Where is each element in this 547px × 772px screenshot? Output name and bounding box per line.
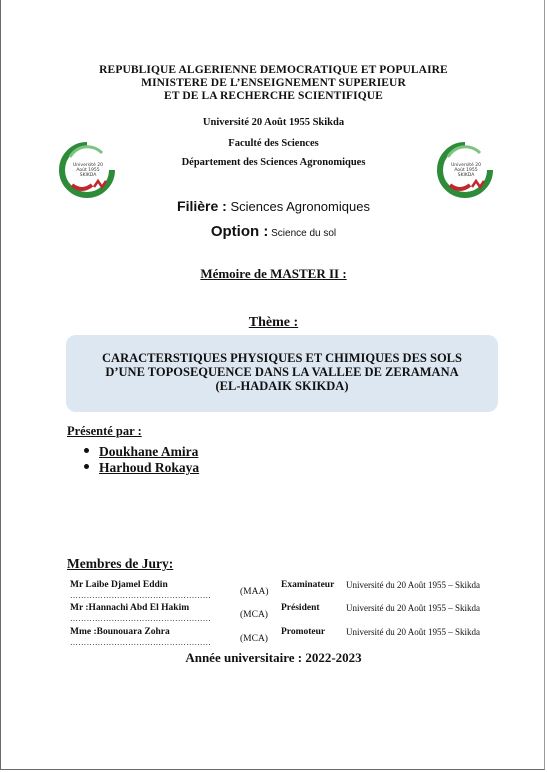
jury-member-name: Mr Laibe Djamel Eddin (70, 580, 168, 590)
filiere-label: Filière : (177, 198, 227, 214)
jury-member-role: Président (281, 603, 320, 613)
jury-dots: …………………………………………… (70, 614, 212, 623)
presented-by-heading: Présenté par : (67, 424, 142, 438)
filiere-line (0, 198, 547, 214)
jury-member-univ: Université du 20 Août 1955 – Skikda (346, 627, 480, 637)
university-name: Université 20 Août 1955 Skikda (202, 117, 345, 128)
jury-dots: …………………………………………… (70, 638, 212, 647)
logo-text-2: SKIKDA (457, 173, 475, 178)
faculty-name: Faculté des Sciences (228, 138, 319, 149)
gov-line-1: REPUBLIQUE ALGERIENNE DEMOCRATIQUE ET POPULAIRE (99, 64, 448, 76)
university-logo-left (58, 141, 116, 199)
option-line (0, 223, 547, 240)
jury-member-grade: (MAA) (240, 587, 269, 597)
theme-line-2: D’UNE TOPOSEQUENCE DANS LA VALLEE DE ZERAMANA (105, 365, 459, 379)
author-name: Doukhane Amira (99, 444, 199, 459)
theme-line-1: CARACTERSTIQUES PHYSIQUES ET CHIMIQUES DES SOLS (102, 351, 462, 365)
author-item (84, 460, 199, 476)
gov-line-3: ET DE LA RECHERCHE SCIENTIFIQUE (164, 90, 383, 102)
academic-year: Année universitaire : 2022-2023 (185, 650, 362, 665)
jury-member-row (0, 603, 547, 627)
jury-member-univ: Université du 20 Août 1955 – Skikda (346, 603, 480, 613)
filiere-value: Sciences Agronomiques (230, 199, 370, 214)
department-name: Département des Sciences Agronomiques (181, 157, 366, 168)
jury-member-name: Mme :Bounouara Zohra (70, 627, 170, 637)
option-value: Science du sol (271, 228, 337, 239)
jury-heading: Membres de Jury: (67, 556, 174, 571)
jury-member-grade: (MCA) (240, 634, 268, 644)
theme-line-3: (EL-HADAIK SKIKDA) (215, 379, 349, 393)
gov-line-2: MINISTERE DE L’ENSEIGNEMENT SUPERIEUR (141, 77, 406, 89)
theme-text (66, 351, 498, 393)
authors-list (84, 444, 199, 476)
bullet-icon (84, 464, 89, 469)
jury-member-grade: (MCA) (240, 610, 268, 620)
jury-member-role: Examinateur (281, 580, 335, 590)
jury-member-name: Mr :Hannachi Abd El Hakim (70, 603, 190, 613)
jury-member-univ: Université du 20 Août 1955 – Skikda (346, 580, 480, 590)
theme-heading: Thème : (248, 315, 299, 330)
logo-text-1: Université 20 Août 1955 (73, 163, 103, 173)
option-label: Option : (210, 223, 269, 240)
bullet-icon (84, 448, 89, 453)
university-logo-right (436, 141, 494, 199)
jury-member-role: Promoteur (281, 627, 326, 637)
memoire-title: Mémoire de MASTER II : (200, 266, 347, 281)
government-header (0, 64, 547, 103)
logo-text-1: Université 20 Août 1955 (451, 163, 481, 173)
logo-text-2: SKIKDA (79, 173, 97, 178)
author-name: Harhoud Rokaya (99, 460, 200, 475)
author-item (84, 444, 199, 460)
jury-member-row (0, 627, 547, 651)
jury-dots: …………………………………………… (70, 591, 212, 600)
jury-member-row (0, 580, 547, 604)
